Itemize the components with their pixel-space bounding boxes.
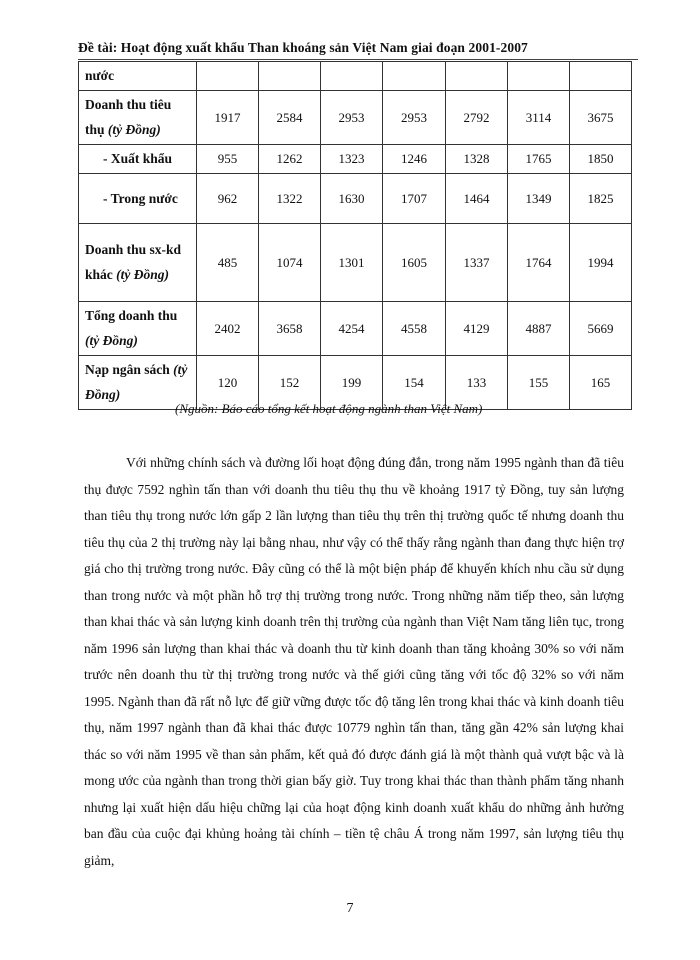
value-cell: 1464 [446, 174, 508, 224]
value-cell: 955 [197, 145, 259, 174]
row-label [79, 174, 197, 224]
value-cell: 2953 [321, 91, 383, 145]
value-cell [259, 62, 321, 91]
value-cell: 199 [321, 356, 383, 410]
value-cell: 120 [197, 356, 259, 410]
row-label-text: - Trong nước [103, 190, 178, 206]
row-label-text: nước [85, 68, 115, 83]
row-unit: (tỷ Đồng) [85, 362, 188, 402]
revenue-table [78, 61, 632, 410]
table-row [79, 174, 632, 224]
row-label-text: Tổng doanh thu [85, 308, 178, 323]
value-cell: 2584 [259, 91, 321, 145]
value-cell: 1765 [508, 145, 570, 174]
value-cell [197, 62, 259, 91]
value-cell: 133 [446, 356, 508, 410]
value-cell: 1322 [259, 174, 321, 224]
value-cell [508, 62, 570, 91]
value-cell: 1301 [321, 224, 383, 302]
row-label [79, 145, 197, 174]
value-cell: 4558 [383, 302, 446, 356]
row-unit: (tỷ Đồng) [85, 333, 138, 348]
value-cell: 165 [570, 356, 632, 410]
row-label-text: Nạp ngân sách [85, 362, 174, 377]
value-cell: 5669 [570, 302, 632, 356]
value-cell: 4254 [321, 302, 383, 356]
value-cell: 3675 [570, 91, 632, 145]
value-cell: 1764 [508, 224, 570, 302]
value-cell: 1074 [259, 224, 321, 302]
value-cell: 2953 [383, 91, 446, 145]
value-cell: 1707 [383, 174, 446, 224]
table-row [79, 145, 632, 174]
value-cell: 3114 [508, 91, 570, 145]
value-cell: 4887 [508, 302, 570, 356]
value-cell: 1917 [197, 91, 259, 145]
value-cell: 1630 [321, 174, 383, 224]
row-label [79, 62, 197, 91]
value-cell: 485 [197, 224, 259, 302]
value-cell: 1328 [446, 145, 508, 174]
value-cell [446, 62, 508, 91]
row-unit: (tỷ Đồng) [116, 267, 170, 282]
value-cell: 1246 [383, 145, 446, 174]
value-cell: 2402 [197, 302, 259, 356]
row-label-text: Doanh thu tiêu thụ [85, 97, 172, 137]
value-cell [570, 62, 632, 91]
value-cell: 1262 [259, 145, 321, 174]
table-row [79, 62, 632, 91]
row-unit: (tỷ Đồng) [107, 122, 161, 137]
value-cell: 1323 [321, 145, 383, 174]
value-cell: 1349 [508, 174, 570, 224]
value-cell: 1994 [570, 224, 632, 302]
value-cell: 152 [259, 356, 321, 410]
row-label-text: Doanh thu sx-kd khác [85, 242, 182, 282]
value-cell: 1825 [570, 174, 632, 224]
value-cell: 1337 [446, 224, 508, 302]
value-cell: 3658 [259, 302, 321, 356]
source-note: (Nguồn: Báo cáo tổng kết hoạt động ngành than Việt Nam) [175, 401, 483, 416]
row-label [79, 91, 197, 145]
value-cell [383, 62, 446, 91]
value-cell: 154 [383, 356, 446, 410]
table-row [79, 302, 632, 356]
row-label-text: - Xuất khẩu [103, 151, 173, 166]
value-cell: 1605 [383, 224, 446, 302]
value-cell: 962 [197, 174, 259, 224]
row-label [79, 224, 197, 302]
value-cell: 2792 [446, 91, 508, 145]
page-number: 7 [346, 901, 354, 916]
row-label [79, 302, 197, 356]
body-paragraph: Với những chính sách và đường lối hoạt động đúng đắn, trong năm 1995 ngành than đã tiêu thụ được 7592 nghìn tấn than với doanh thu tiêu thụ thu về khoảng 1917 tỷ Đồng, tuy sản lượng than tiêu thụ trong nước lớn gấp 2 lần lượng than tiêu thụ trên thị trường quốc tế nhưng doanh thu tiêu thụ của 2 thị trường này lại bằng nhau, như vậy có thể thấy rằng ngành than đang thực hiện trợ giá cho thị trường trong nước. Đây cũng có thể là một biện pháp để khuyến khích nhu cầu sử dụng than trong nước và một phần hỗ trợ thị trường trong nước. Trong những năm tiếp theo, sản lượng than khai thác và sản lượng kinh doanh trên thị trường của ngành than Việt Nam tăng liên tục, trong năm 1996 sản lượng than khai thác và doanh thu từ kinh doanh than tăng khoảng 30% so với năm trước nên doanh thu từ thị trường trong nước và thế giới cũng tăng với tốc độ 32% so với năm 1995. Ngành than đã rất nỗ lực để giữ vững được tốc độ tăng lên trong khai thác và kinh doanh tiêu thụ, năm 1997 ngành than đã khai thác được 10779 nghìn tấn than, tăng gần 42% sản lượng khai thác so với năm 1995 về than sản phẩm, kết quả đó được đánh giá là một thành quả vượt bậc và là mong ước của ngành than trong thời gian bấy giờ. Tuy trong khai thác than thành phẩm tăng nhanh nhưng lại xuất hiện dấu hiệu chững lại của hoạt động kinh doanh xuất khẩu do những ảnh hưởng ban đầu của cuộc đại khủng hoảng tài chính – tiền tệ châu Á trong năm 1997, sản lượng tiêu thụ giảm, [84, 455, 624, 868]
document-header: Đề tài: Hoạt động xuất khẩu Than khoáng sản Việt Nam giai đoạn 2001-2007 [78, 40, 638, 60]
table-row [79, 224, 632, 302]
value-cell: 4129 [446, 302, 508, 356]
value-cell [321, 62, 383, 91]
value-cell: 1850 [570, 145, 632, 174]
value-cell: 155 [508, 356, 570, 410]
table-row [79, 91, 632, 145]
